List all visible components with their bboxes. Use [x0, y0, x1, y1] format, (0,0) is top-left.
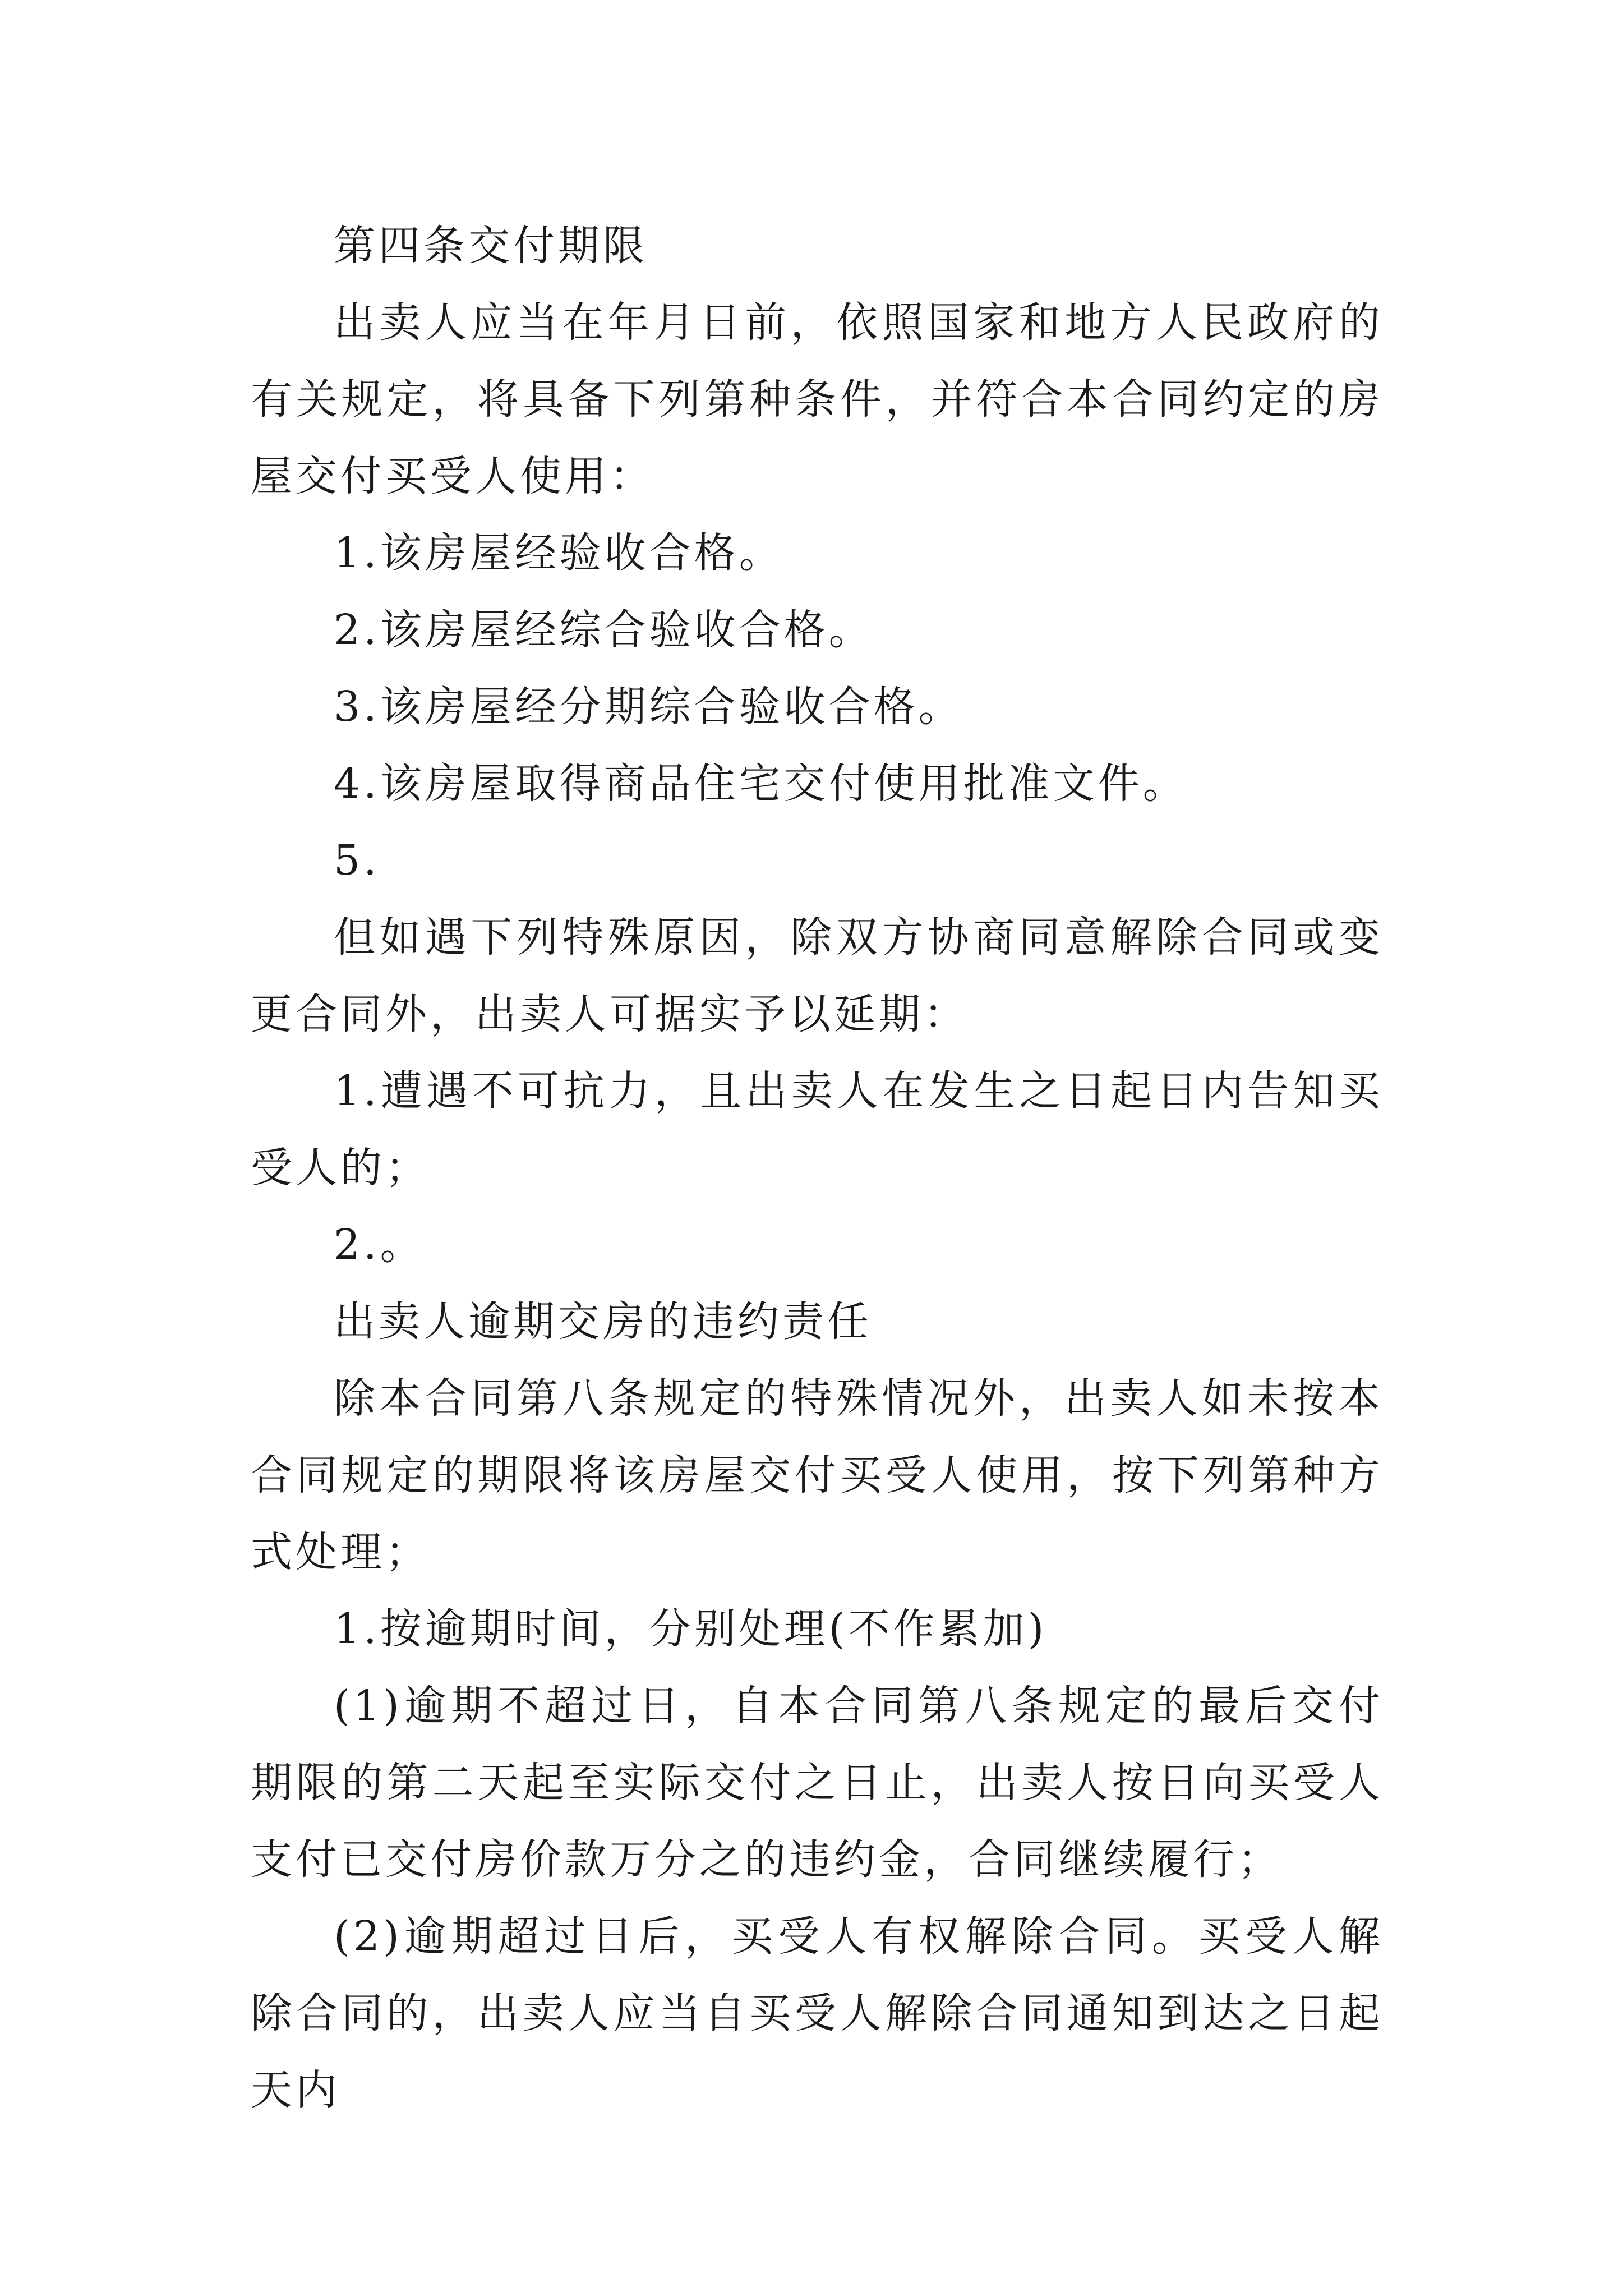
list-item-reason-2: 2.。 [334, 1221, 425, 1269]
section-heading-delivery-deadline: 第四条交付期限 [334, 222, 648, 270]
paragraph-delivery-terms: 出卖人应当在年月日前，依照国家和地方人民政府的有关规定，将具备下列第种条件，并符合本合同约定的房屋交付买受人使用： [251, 298, 1384, 500]
list-item-overdue-handling: 1.按逾期时间，分别处理(不作累加) [334, 1605, 1048, 1653]
list-item-overdue-case-2: (2)逾期超过日后，买受人有权解除合同。买受人解除合同的，出卖人应当自买受人解除合同通知到达之日起天内 [251, 1912, 1384, 2114]
list-item-reason-1: 1.遭遇不可抗力，且出卖人在发生之日起日内告知买受人的； [251, 1067, 1384, 1192]
paragraph-breach-terms: 除本合同第八条规定的特殊情况外，出卖人如未按本合同规定的期限将该房屋交付买受人使用，按下列第种方式处理； [251, 1374, 1384, 1576]
list-item-condition-3: 3.该房屋经分期综合验收合格。 [334, 683, 963, 731]
paragraph-special-reasons: 但如遇下列特殊原因，除双方协商同意解除合同或变更合同外，出卖人可据实予以延期： [251, 913, 1384, 1038]
list-item-overdue-case-1: (1)逾期不超过日，自本合同第八条规定的最后交付期限的第二天起至实际交付之日止，出卖人按日向买受人支付已交付房价款万分之的违约金，合同继续履行； [251, 1682, 1384, 1884]
list-item-condition-2: 2.该房屋经综合验收合格。 [334, 606, 874, 654]
list-item-condition-4: 4.该房屋取得商品住宅交付使用批准文件。 [334, 760, 1188, 808]
document-body [251, 208, 1384, 2129]
list-item-condition-5: 5. [334, 836, 380, 885]
section-heading-breach-liability: 出卖人逾期交房的违约责任 [334, 1297, 872, 1346]
list-item-condition-1: 1.该房屋经验收合格。 [334, 529, 784, 577]
